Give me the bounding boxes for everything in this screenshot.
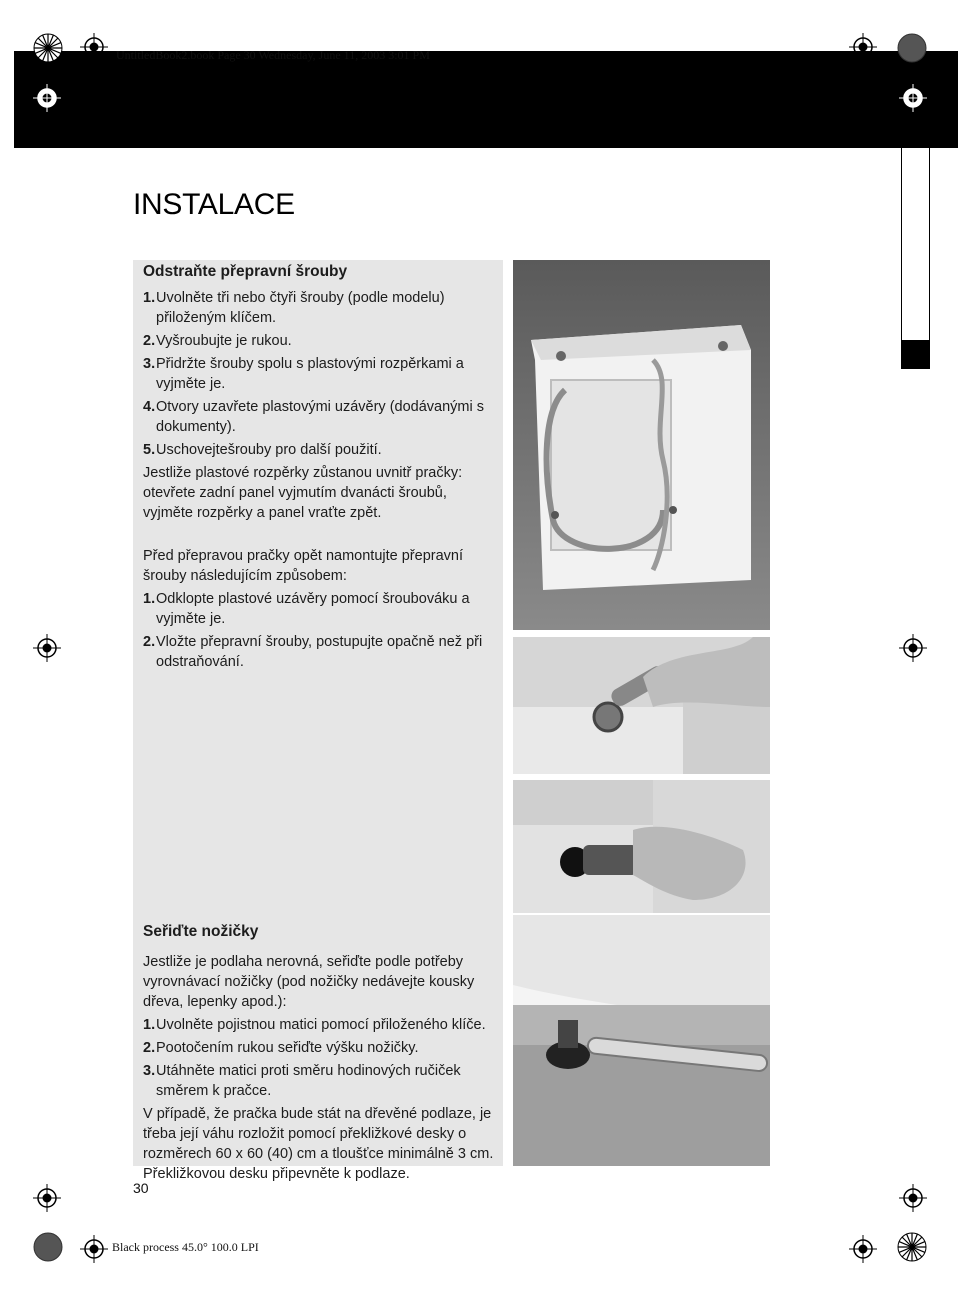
step-text: Pootočením rukou seřiďte výšku nožičky. [156,1040,419,1056]
color-wheel-icon [33,1232,63,1262]
step-number: 4. [143,399,156,415]
registration-mark-icon [899,84,927,112]
registration-mark-icon [33,84,61,112]
registration-mark-icon [899,634,927,662]
registration-mark-icon [33,1184,61,1212]
bolt-by-hand-photo [513,780,770,913]
step-text: Otvory uzavřete plastovými uzávěry (dodávanými s dokumenty). [156,399,484,435]
step-text: Uschovejtešrouby pro další použití. [156,442,382,458]
list-item [143,354,498,394]
list-item [143,632,498,672]
remove-bolts-heading: Odstraňte přepravní šrouby [143,263,348,280]
step-number: 2. [143,333,156,349]
wooden-floor-note: V případě, že pračka bude stát na dřevěné podlaze, je třeba její váhu rozložit pomocí překližkové desky o rozměrech 60 x 60 (40) cm a tloušťce minimálně 3 cm. Překližkovou desku připevněte k podlaze. [143,1106,494,1182]
step-text: Odklopte plastové uzávěry pomocí šroubováku a vyjměte je. [156,591,470,627]
step-text: Vložte přepravní šrouby, postupujte opačně než při odstraňování. [156,634,483,670]
washing-machine-back-photo [513,260,770,630]
adjust-feet-intro: Jestliže je podlaha nerovná, seřiďte podle potřeby vyrovnávací nožičky (pod nožičky nedávejte kousky dřeva, lepenky apod.): [143,954,475,1010]
list-item [143,1015,498,1035]
color-wheel-icon [897,33,927,63]
step-number: 3. [143,1063,156,1079]
foot-adjustment-photo [513,915,770,1166]
step-text: Vyšroubujte je rukou. [156,333,292,349]
section-title: INSTALACE [133,188,295,221]
header-band [14,51,958,148]
adjust-feet-heading: Seřiďte nožičky [143,923,259,940]
color-wheel-icon [33,33,63,63]
list-item [143,397,498,437]
registration-mark-icon [33,634,61,662]
list-item [143,1061,498,1101]
page-number: 30 [133,1180,149,1196]
print-slug-top: UntitledBook2.book Page 30 Wednesday, June 11, 2003 3:01 PM [116,48,430,62]
spacer-note: Jestliže plastové rozpěrky zůstanou uvnitř pračky: otevřete zadní panel vyjmutím dvanácti šroubů, vyjměte rozpěrky a panel vraťte zpět. [143,465,463,521]
wrench-loosening-bolt-photo [513,637,770,774]
list-item [143,288,498,328]
step-number: 5. [143,442,156,458]
refit-intro: Před přepravou pračky opět namontujte přepravní šrouby následujícím způsobem: [143,548,463,584]
step-text: Utáhněte matici proti směru hodinových ručiček směrem k pračce. [156,1063,461,1099]
registration-mark-icon [899,1184,927,1212]
list-item [143,440,498,460]
print-slug-bottom: Black process 45.0° 100.0 LPI [112,1240,259,1254]
step-number: 1. [143,1017,156,1033]
thumb-index-tab [901,341,930,369]
registration-mark-icon [80,33,108,61]
adjust-feet-section [143,922,498,1187]
list-item [143,331,498,351]
step-number: 1. [143,591,156,607]
step-number: 2. [143,1040,156,1056]
thumb-index-frame [901,148,930,341]
step-text: Uvolněte pojistnou matici pomocí přiloženého klíče. [156,1017,486,1033]
step-text: Uvolněte tři nebo čtyři šrouby (podle modelu) přiloženým klíčem. [156,290,445,326]
color-wheel-icon [897,1232,927,1262]
step-number: 2. [143,634,156,650]
step-number: 1. [143,290,156,306]
list-item [143,1038,498,1058]
registration-mark-icon [849,1235,877,1263]
step-text: Přidržte šrouby spolu s plastovými rozpěrkami a vyjměte je. [156,356,464,392]
step-number: 3. [143,356,156,372]
list-item [143,589,498,629]
registration-mark-icon [80,1235,108,1263]
remove-bolts-section [143,262,498,675]
registration-mark-icon [849,33,877,61]
